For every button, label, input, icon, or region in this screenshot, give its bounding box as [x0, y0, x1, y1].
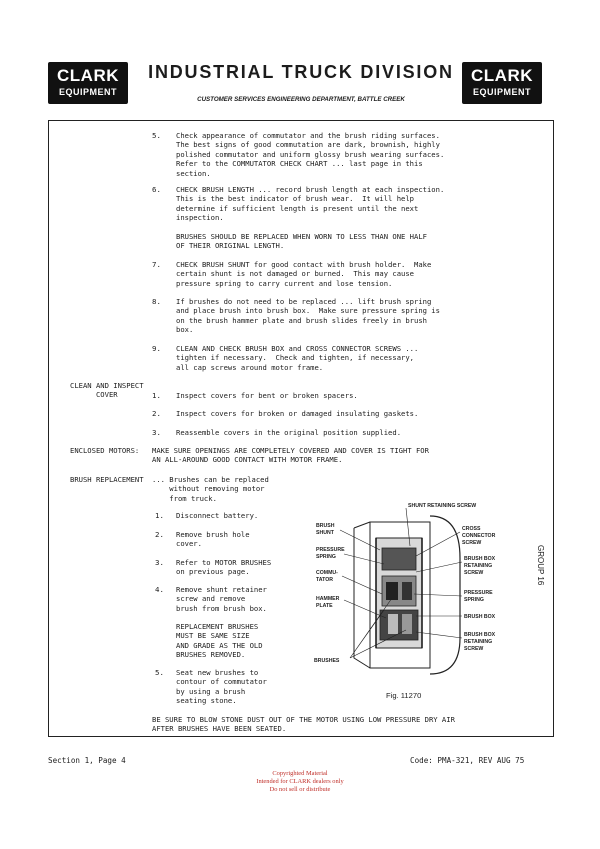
step-text: CHECK BRUSH SHUNT for good contact with brush holder. Make certain shunt is not damaged or burned. This may cause pressure spring to carry current and lose tension. [176, 260, 432, 288]
step-text: If brushes do not need to be replaced ... lift brush spring and place brush into brush box. Make sure pressure spring is on the brush hammer plate and brush slides freely in brush box. [176, 297, 440, 335]
footer-section-page: Section 1, Page 4 [48, 756, 126, 765]
copyright-line: Do not sell or distribute [269, 786, 331, 793]
label-commutator: COMMU- [316, 570, 338, 576]
replacement-step-text: Remove brush hole cover. [176, 530, 250, 549]
logo-text: CLARK [471, 66, 533, 85]
label-hammer-plate: HAMMER [316, 596, 340, 602]
clark-logo-left [48, 62, 128, 104]
logo-text: CLARK [57, 66, 119, 85]
label-pressure-spring: PRESSURE [316, 547, 345, 553]
label-brush-shunt: SHUNT [316, 530, 334, 536]
label-pressure-spring-right: SPRING [464, 597, 484, 603]
label-pressure-spring: SPRING [316, 554, 336, 560]
label-cross-connector: SCREW [462, 540, 482, 546]
replacement-step-number: 5. [155, 668, 164, 677]
label-brush-box-retaining: RETAINING [464, 563, 493, 569]
cover-item-text: Reassemble covers in the original position supplied. [176, 428, 402, 437]
replacement-warning: BE SURE TO BLOW STONE DUST OUT OF THE MOTOR USING LOW PRESSURE DRY AIR AFTER BRUSHES HAVE BEEN SEATED. [152, 715, 455, 734]
step-number: 9. [152, 344, 161, 353]
section-label-replacement: BRUSH REPLACEMENT [70, 475, 144, 484]
label-brush-box-retaining: SCREW [464, 570, 484, 576]
footer-code: Code: PMA-321, REV AUG 75 [410, 756, 525, 765]
cover-item-text: Inspect covers for bent or broken spacers. [176, 391, 358, 400]
step-note: BRUSHES SHOULD BE REPLACED WHEN WORN TO LESS THAN ONE HALF OF THEIR ORIGINAL LENGTH. [176, 232, 427, 251]
figure-caption: Fig. 11270 [386, 691, 422, 700]
replacement-step-text: Disconnect battery. [176, 511, 259, 520]
page-title: INDUSTRIAL TRUCK DIVISION [148, 62, 454, 82]
copyright-line: Copyrighted Material [272, 770, 328, 777]
enclosed-text: MAKE SURE OPENINGS ARE COMPLETELY COVERED AND COVER IS TIGHT FOR AN ALL-AROUND GOOD CONTACT WITH MOTOR FRAME. [152, 446, 429, 465]
label-brush-box-retaining: BRUSH BOX [464, 556, 496, 562]
replacement-step-text: Seat new brushes to contour of commutator by using a brush seating stone. [176, 668, 267, 706]
label-shunt-retaining-screw: SHUNT RETAINING SCREW [408, 503, 477, 509]
step-number: 7. [152, 260, 161, 269]
cover-item-number: 3. [152, 428, 161, 437]
cover-item-number: 1. [152, 391, 161, 400]
label-brush-box-retaining-bottom: BRUSH BOX [464, 632, 496, 638]
label-brush-box-retaining-bottom: SCREW [464, 646, 484, 652]
logo-subtext: EQUIPMENT [58, 87, 117, 97]
brush-assembly-figure [310, 498, 546, 688]
step-text: Check appearance of commutator and the brush riding surfaces. The best signs of good commutation are dark, brownish, highly polished commutator and uniform glossy brush wearing surfaces. Refer to the COMMUTATOR CHECK CHART ... last page in this section. [176, 131, 445, 178]
logo-subtext: EQUIPMENT [472, 87, 531, 97]
step-text: CLEAN AND CHECK BRUSH BOX and CROSS CONNECTOR SCREWS ... tighten if necessary. Check and tighten, if necessary, all cap screws around motor frame. [176, 344, 419, 372]
label-cross-connector: CROSS [462, 526, 481, 532]
replacement-step-number: 1. [155, 511, 164, 520]
copyright-line: Intended for CLARK dealers only [256, 778, 344, 785]
cover-item-number: 2. [152, 409, 161, 418]
label-commutator: TATOR [316, 577, 333, 583]
copyright-notice [180, 770, 420, 794]
label-hammer-plate: PLATE [316, 603, 333, 609]
label-pressure-spring-right: PRESSURE [464, 590, 493, 596]
replacement-step-text: Remove shunt retainer screw and remove brush from brush box. [176, 585, 267, 613]
replacement-step-number: 2. [155, 530, 164, 539]
section-label-enclosed: ENCLOSED MOTORS: [70, 446, 140, 455]
step-number: 6. [152, 185, 161, 194]
label-cross-connector: CONNECTOR [462, 533, 496, 539]
step-number: 8. [152, 297, 161, 306]
group-tab: GROUP 16 [536, 545, 545, 586]
replacement-step-number: 3. [155, 558, 164, 567]
section-label-cover: CLEAN AND INSPECT COVER [70, 381, 144, 400]
label-brushes: BRUSHES [314, 658, 340, 664]
step-number: 5. [152, 131, 161, 140]
clark-logo-right [462, 62, 542, 104]
label-brush-shunt: BRUSH [316, 523, 335, 529]
page-subtitle: CUSTOMER SERVICES ENGINEERING DEPARTMENT, BATTLE CREEK [197, 96, 405, 103]
replacement-intro: ... Brushes can be replaced without removing motor from truck. [152, 475, 269, 503]
cover-item-text: Inspect covers for broken or damaged insulating gaskets. [176, 409, 419, 418]
label-brush-box-retaining-bottom: RETAINING [464, 639, 493, 645]
replacement-step-number: 4. [155, 585, 164, 594]
replacement-step-text: Refer to MOTOR BRUSHES on previous page. [176, 558, 272, 577]
step-text: CHECK BRUSH LENGTH ... record brush length at each inspection. This is the best indicator of brush wear. It will help determine if sufficient length is present until the next inspection. [176, 185, 445, 223]
label-brush-box: BRUSH BOX [464, 614, 496, 620]
replacement-note: REPLACEMENT BRUSHES MUST BE SAME SIZE AND GRADE AS THE OLD BRUSHES REMOVED. [176, 622, 263, 660]
